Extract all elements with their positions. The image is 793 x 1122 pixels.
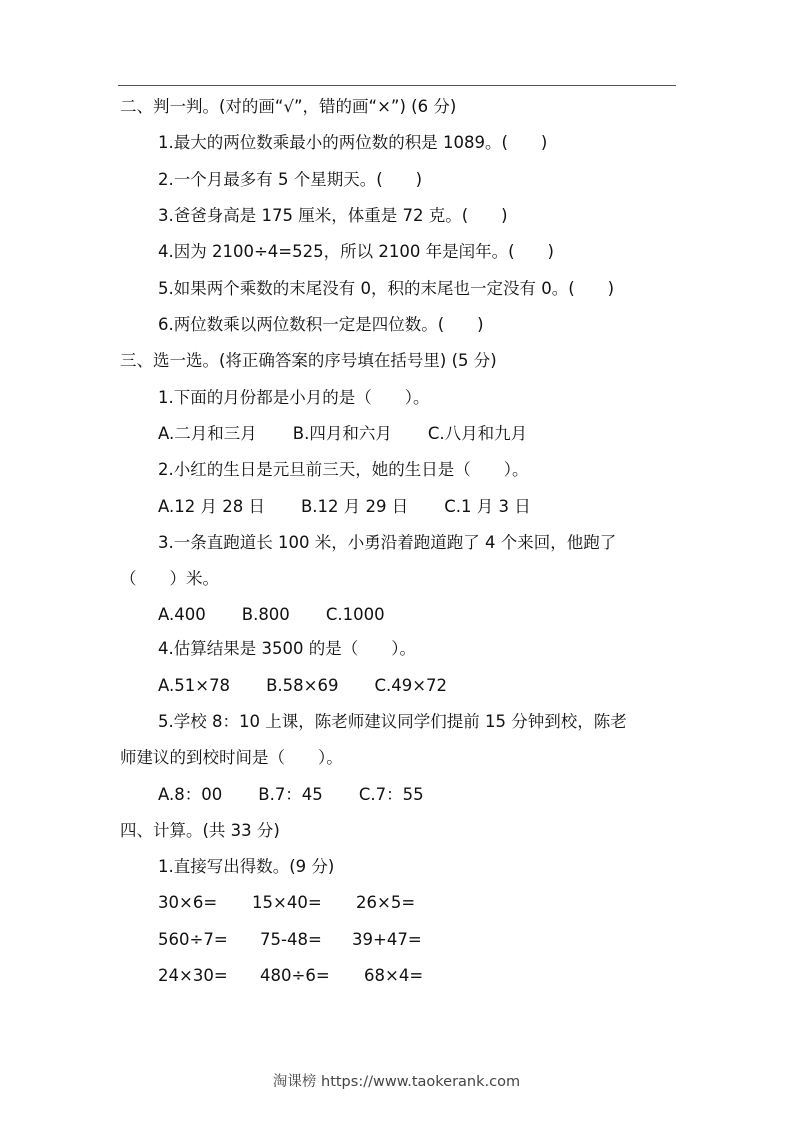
s4-sub-1: 1.直接写出得数。(9 分) [158, 857, 335, 876]
option-a: A.二月和三月 [158, 424, 257, 443]
section-2-heading: 二、判一判。(对的画“√”，错的画“×”) (6 分) [120, 97, 457, 116]
top-divider [118, 85, 676, 86]
calc-item: 26×5= [356, 893, 416, 912]
option-a: A.8：00 [158, 785, 223, 804]
calc-item: 30×6= [158, 893, 218, 912]
calc-row-2 [158, 929, 422, 951]
s3-question-3-line-2: （ ）米。 [120, 569, 219, 588]
s2-item-3: 3.爸爸身高是 175 厘米，体重是 72 克。( ) [158, 206, 508, 225]
s3-question-1: 1.下面的月份都是小月的是（ ）。 [158, 388, 430, 407]
footer-watermark: 淘课榜 https://www.taokerank.com [272, 1074, 521, 1090]
option-c: C.八月和九月 [427, 424, 528, 443]
s3-q4-options [158, 675, 447, 697]
section-4-heading: 四、计算。(共 33 分) [120, 821, 280, 840]
option-c: C.1000 [325, 605, 385, 624]
s2-item-5: 5.如果两个乘数的末尾没有 0，积的末尾也一定没有 0。( ) [158, 279, 615, 298]
s3-q3-options [158, 604, 385, 626]
calc-item: 15×40= [252, 893, 322, 912]
s3-question-5-line-1: 5.学校 8：10 上课，陈老师建议同学们提前 15 分钟到校，陈老 [158, 712, 627, 731]
calc-item: 68×4= [364, 966, 424, 985]
s3-q1-options [158, 423, 527, 445]
option-a: A.51×78 [158, 676, 231, 695]
s3-question-3-line-1: 3.一条直跑道长 100 米，小勇沿着跑道跑了 4 个来回，他跑了 [158, 533, 617, 552]
s3-question-2: 2.小红的生日是元旦前三天，她的生日是（ ）。 [158, 460, 529, 479]
s2-item-6: 6.两位数乘以两位数积一定是四位数。( ) [158, 315, 484, 334]
s2-item-1: 1.最大的两位数乘最小的两位数的积是 1089。( ) [158, 133, 548, 152]
calc-item: 75-48= [260, 930, 322, 949]
option-b: B.58×69 [266, 676, 339, 695]
option-a: A.12 月 28 日 [158, 497, 265, 516]
s3-q5-options [158, 784, 424, 806]
option-b: B.7：45 [258, 785, 323, 804]
option-c: C.1 月 3 日 [444, 497, 531, 516]
calc-row-1 [158, 892, 415, 914]
s2-item-4: 4.因为 2100÷4=525，所以 2100 年是闰年。( ) [158, 242, 554, 261]
option-b: B.四月和六月 [292, 424, 392, 443]
calc-row-3 [158, 965, 423, 987]
calc-item: 560÷7= [158, 930, 228, 949]
s3-question-4: 4.估算结果是 3500 的是（ ）。 [158, 639, 416, 658]
s3-q2-options [158, 496, 531, 518]
calc-item: 24×30= [158, 966, 228, 985]
calc-item: 39+47= [352, 930, 422, 949]
calc-item: 480÷6= [260, 966, 330, 985]
option-c: C.7：55 [358, 785, 424, 804]
option-a: A.400 [158, 605, 206, 624]
s2-item-2: 2.一个月最多有 5 个星期天。( ) [158, 170, 423, 189]
section-3-heading: 三、选一选。(将正确答案的序号填在括号里) (5 分) [120, 351, 497, 370]
option-b: B.12 月 29 日 [300, 497, 409, 516]
s3-question-5-line-2: 师建议的到校时间是（ ）。 [120, 748, 343, 767]
option-c: C.49×72 [374, 676, 448, 695]
option-b: B.800 [241, 605, 290, 624]
